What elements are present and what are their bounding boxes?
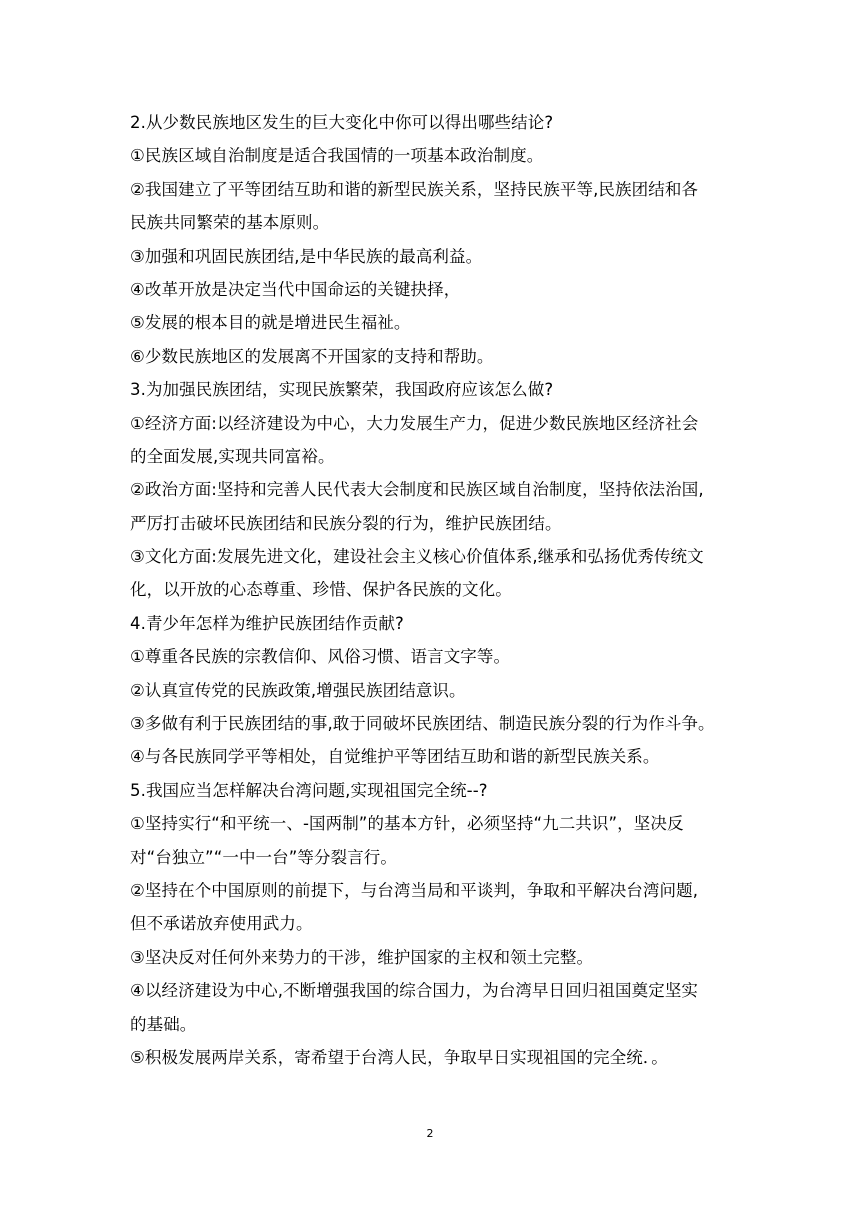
answer-5-item-2: ②坚持在个中国原则的前提下，与台湾当局和平谈判，争取和平解决台湾问题,: [130, 880, 699, 900]
question-5-heading: 5.我国应当怎样解决台湾问题,实现祖国完全统--?: [130, 780, 488, 800]
answer-5-item-2-cont: 但不承诺放弃使用武力。: [130, 914, 313, 934]
page-number: 2: [426, 1127, 434, 1140]
answer-2-item-2: ②我国建立了平等团结互助和谐的新型民族关系，坚持民族平等,民族团结和各: [130, 179, 699, 199]
answer-4-item-2: ②认真宣传党的民族政策,增强民族团结意识。: [130, 680, 466, 700]
answer-5-item-4: ④以经济建设为中心,不断增强我国的综合国力，为台湾早日回归祖国奠定坚实: [130, 981, 699, 1001]
question-3-heading: 3.为加强民族团结，实现民族繁荣，我国政府应该怎么做?: [130, 380, 554, 400]
question-2-heading: 2.从少数民族地区发生的巨大变化中你可以得出哪些结论?: [130, 113, 554, 132]
answer-5-item-4-cont: 的基础。: [130, 1014, 197, 1034]
answer-4-item-1: ①尊重各民族的宗教信仰、风俗习惯、语言文字等。: [130, 647, 511, 667]
answer-4-item-3: ③多做有利于民族团结的事,敢于同破坏民族团结、制造民族分裂的行为作斗争。: [130, 714, 715, 734]
answer-2-item-2-cont: 民族共同繁荣的基本原则。: [130, 213, 330, 233]
answer-5-item-3: ③坚决反对任何外来势力的干涉，维护国家的主权和领土完整。: [130, 947, 594, 967]
answer-3-item-3: ③文化方面:发展先进文化，建设社会主义核心价值体系,继承和弘扬优秀传统文: [130, 547, 704, 567]
answer-4-item-4: ④与各民族同学平等相处，自觉维护平等团结互助和谐的新型民族关系。: [130, 747, 660, 767]
question-4-heading: 4.青少年怎样为维护民族团结作贡献?: [130, 613, 404, 633]
answer-5-item-5: ⑤积极发展两岸关系，寄希望于台湾人民，争取早日实现祖国的完全统．。: [130, 1047, 668, 1067]
answer-2-item-1: ①民族区域自治制度是适合我国情的一项基本政治制度。: [130, 146, 544, 166]
answer-3-item-2-cont: 严厉打击破坏民族团结和民族分裂的行为，维护民族团结。: [130, 513, 562, 533]
answer-2-item-4: ④改革开放是决定当代中国命运的关键抉择，: [130, 279, 461, 299]
answer-3-item-1-cont: 的全面发展,实现共同富裕。: [130, 446, 335, 466]
answer-3-item-2: ②政治方面:坚持和完善人民代表大会制度和民族区域自治制度，坚持依法治国,: [130, 480, 704, 500]
answer-2-item-6: ⑥少数民族地区的发展离不开国家的支持和帮助。: [130, 346, 494, 366]
answer-3-item-1: ①经济方面:以经济建设为中心，大力发展生产力，促进少数民族地区经济社会: [130, 413, 699, 433]
answer-2-item-3: ③加强和巩固民族团结,是中华民族的最高利益。: [130, 246, 483, 266]
answer-2-item-5: ⑤发展的根本目的就是增进民生福祉。: [130, 313, 411, 333]
page-content: [130, 106, 734, 1074]
answer-3-item-3-cont: 化，以开放的心态尊重、珍惜、保护各民族的文化。: [130, 580, 512, 600]
answer-5-item-1-cont: 对“台独立”“一中一台”等分裂言行。: [130, 847, 397, 867]
answer-5-item-1: ①坚持实行“和平统一、-国两制”的基本方针，必须坚持“九二共识”，坚决反: [130, 814, 684, 834]
